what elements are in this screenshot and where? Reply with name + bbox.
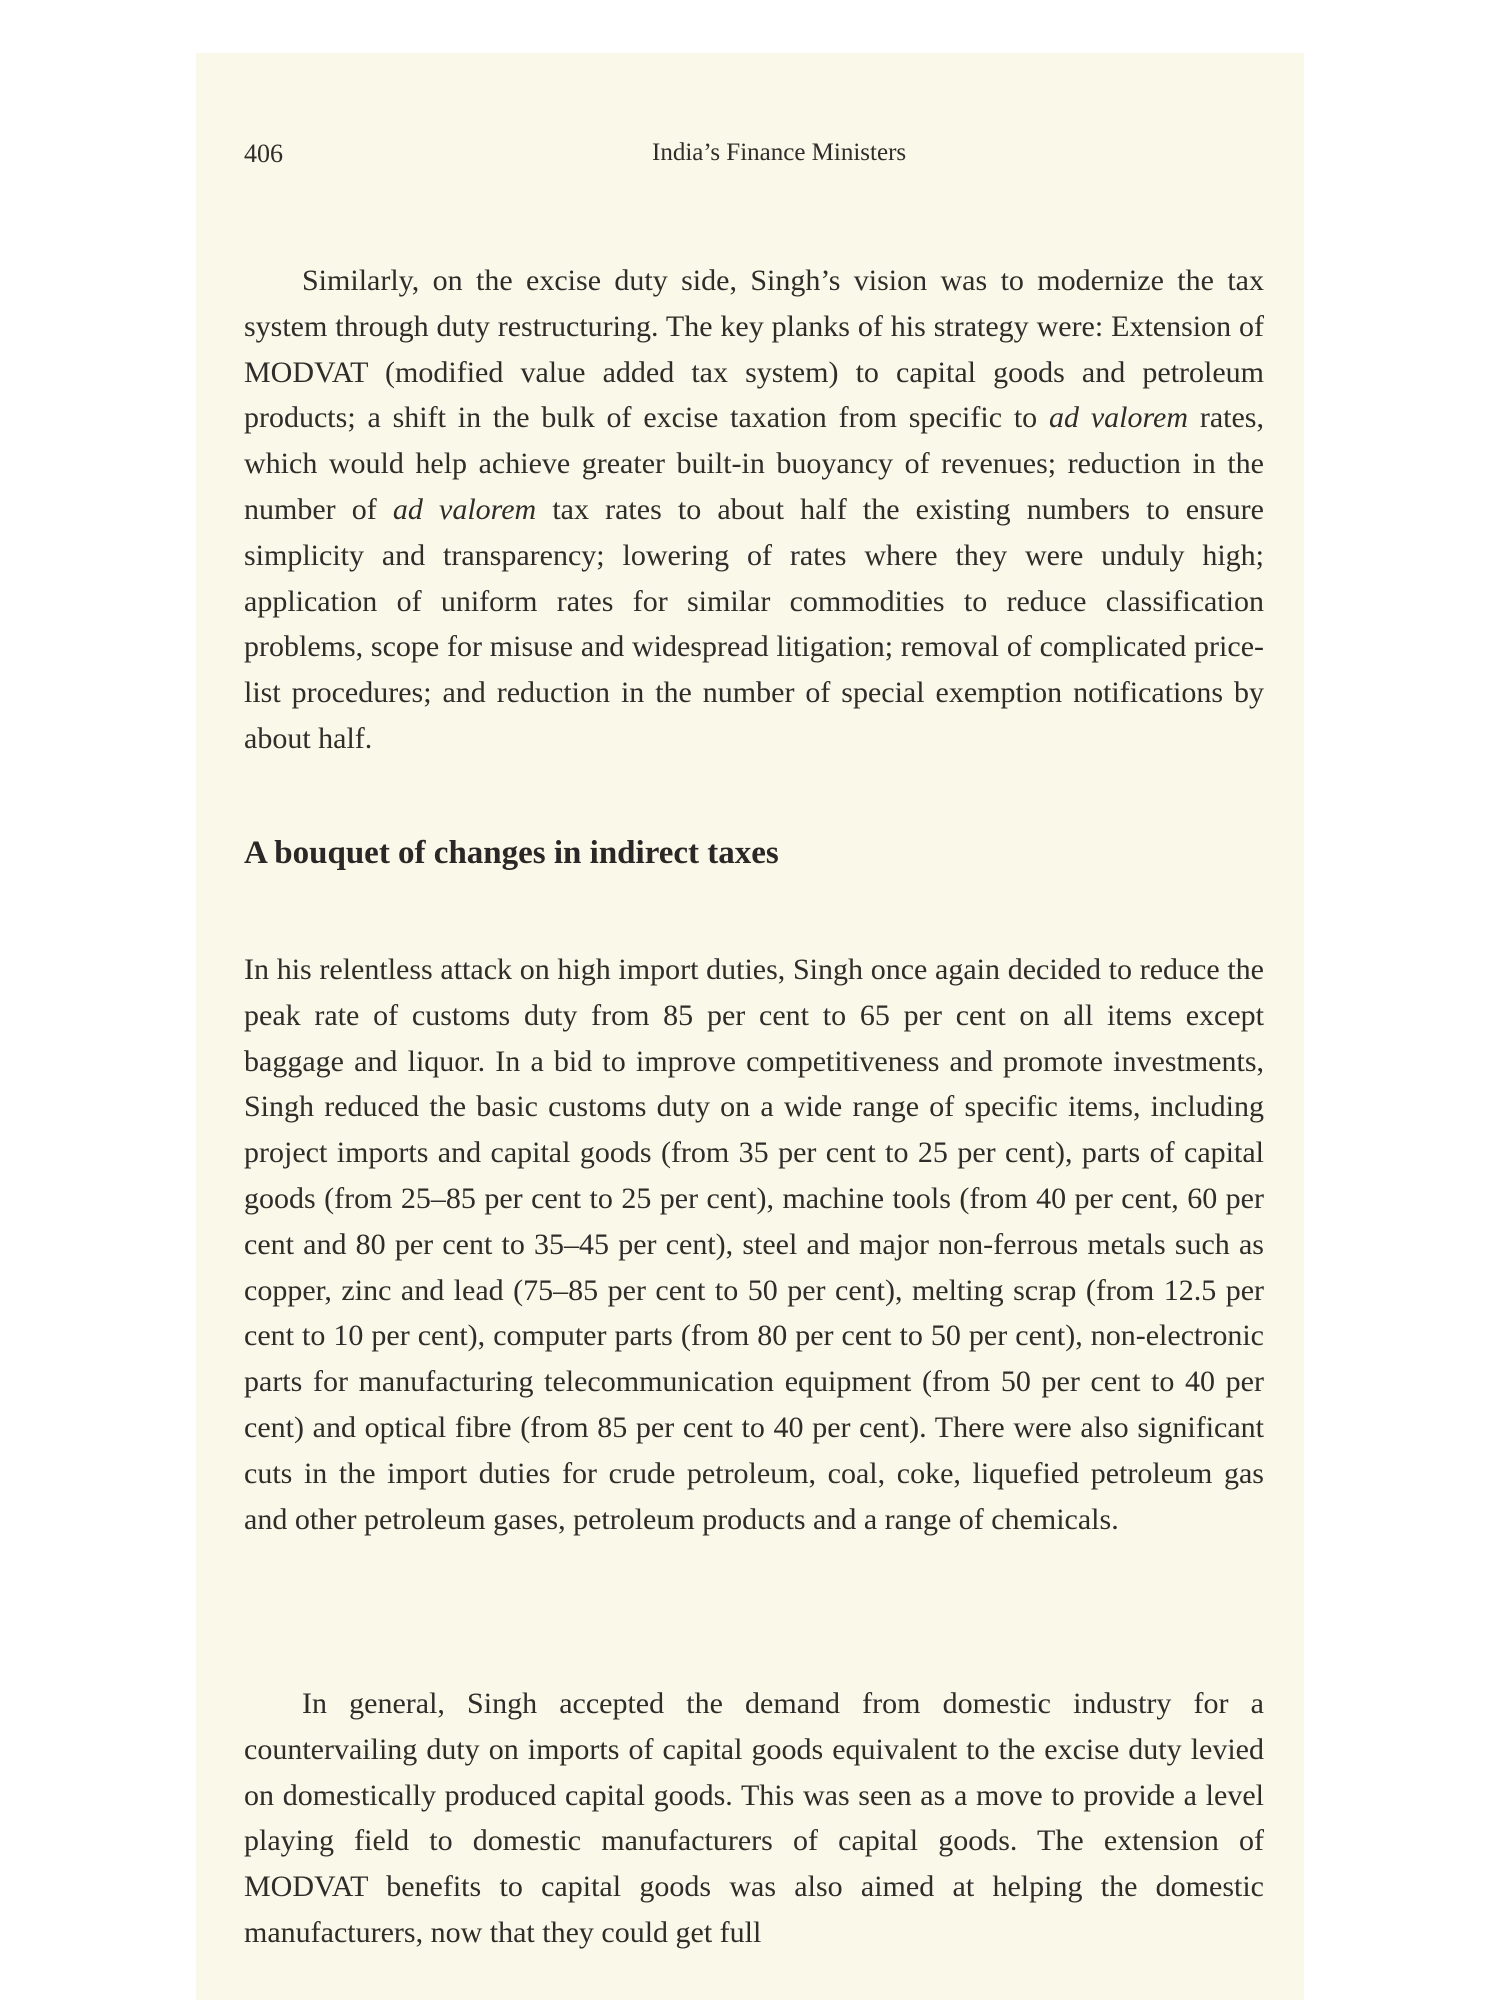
page-header [244,139,1244,179]
book-page [196,53,1304,2000]
running-title: India’s Finance Ministers [652,139,907,166]
section-heading: A bouquet of changes in indirect taxes [244,835,779,871]
paragraph-text: tax rates to about half the existing numbers to ensure simplicity and transparency; lowering of rates where they were unduly high; application of uniform rates for similar commodities to reduce classification problems, scope for misuse and widespread litigation; removal of complicated price-list procedures; and reduction in the number of special exemption notifications by about half. [244,492,1264,755]
paragraph-import-duties: In his relentless attack on high import duties, Singh once again decided to reduce the peak rate of customs duty from 85 per cent to 65 per cent on all items except baggage and liquor. In a bid to improve competitiveness and promote investments, Singh reduced the basic customs duty on a wide range of specific items, including project imports and capital goods (from 35 per cent to 25 per cent), parts of capital goods (from 25–85 per cent to 25 per cent), machine tools (from 40 per cent, 60 per cent and 80 per cent to 35–45 per cent), steel and major non-ferrous metals such as copper, zinc and lead (75–85 per cent to 50 per cent), melting scrap (from 12.5 per cent to 10 per cent), computer parts (from 80 per cent to 50 per cent), non-electronic parts for manufacturing telecommunication equipment (from 50 per cent to 40 per cent) and optical fibre (from 85 per cent to 40 per cent). There were also significant cuts in the import duties for crude petroleum, coal, coke, liquefied petroleum gas and other petroleum gases, petroleum products and a range of chemicals. [244,953,1264,1536]
italic-term: ad valorem [1049,401,1189,435]
italic-term: ad valorem [392,492,537,526]
paragraph-text: Similarly, on the excise duty side, Singh’s vision was to modernize the tax system through duty restructuring. The key planks of his strategy were: Extension of MODVAT (modified value added tax system) to capital goods and petroleum products; a shift in the bulk of excise taxation from specific to [244,264,1264,435]
page-number: 406 [244,139,283,168]
paragraph-countervailing-duty: In general, Singh accepted the demand from domestic industry for a countervailing duty on imports of capital goods equivalent to the excise duty levied on domestically produced capital goods. This was seen as a move to provide a level playing field to domestic manufacturers of capital goods. The extension of MODVAT benefits to capital goods was also aimed at helping the domestic manufacturers, now that they could get full [244,1687,1264,1949]
paragraph-excise-duty [244,258,1264,762]
paragraph-text: rates, which would help achieve greater built-in buoyancy of revenues; reduction in the number of [244,401,1264,526]
